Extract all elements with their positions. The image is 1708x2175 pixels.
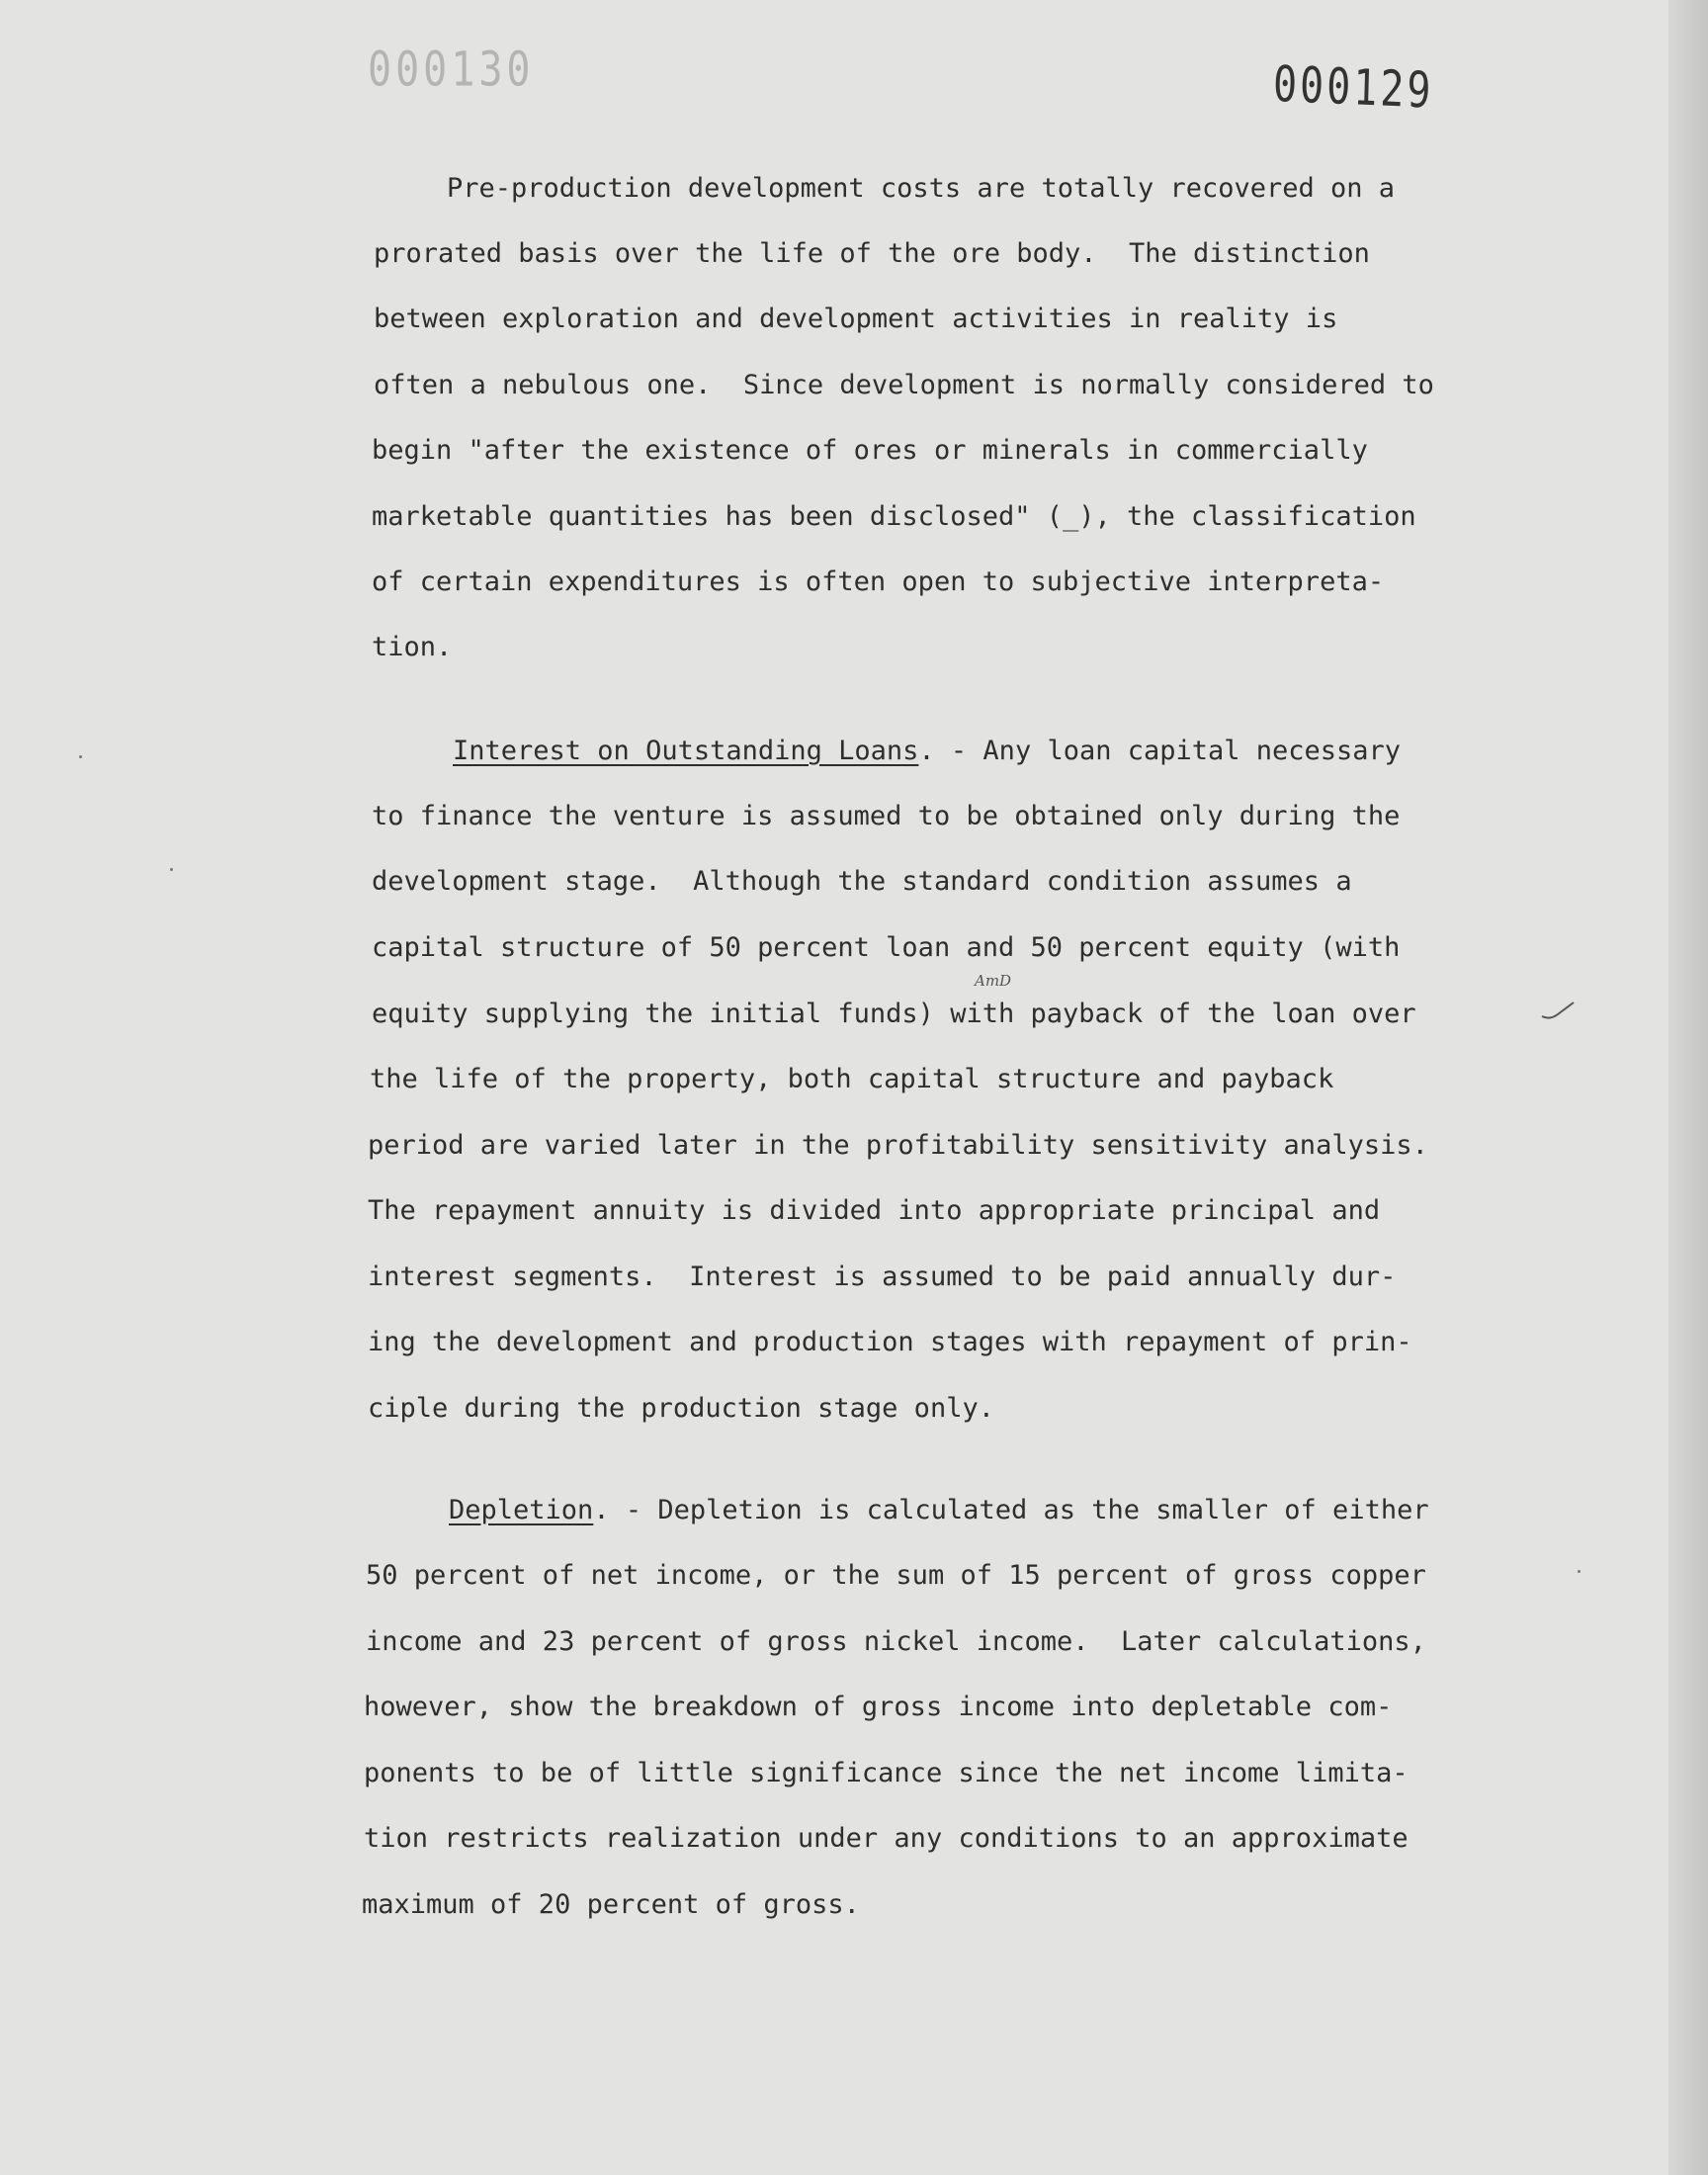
text-line: maximum of 20 percent of gross. <box>362 1889 860 1920</box>
scan-speck <box>1578 1570 1580 1573</box>
heading-suffix: . - Any loan capital necessary <box>918 736 1402 766</box>
text-line: interest segments. Interest is assumed to be paid annually dur- <box>368 1262 1397 1292</box>
text-line: income and 23 percent of gross nickel income. Later calculations, <box>366 1626 1426 1657</box>
heading-line <box>449 1494 1429 1527</box>
text-line: of certain expenditures is often open to subjective interpreta- <box>372 566 1385 597</box>
text-line: marketable quantities has been disclosed" (_), the classification <box>372 501 1416 532</box>
text-line: to finance the venture is assumed to be obtained only during the <box>372 801 1401 831</box>
scan-speck <box>170 868 173 871</box>
text-line: however, show the breakdown of gross income into depletable com- <box>364 1692 1393 1722</box>
text-line: The repayment annuity is divided into appropriate principal and <box>368 1195 1381 1226</box>
text-line: between exploration and development activities in reality is <box>374 304 1338 334</box>
text-line: ponents to be of little significance since the net income limita- <box>364 1758 1409 1788</box>
text-line: 50 percent of net income, or the sum of 15 percent of gross copper <box>366 1560 1426 1591</box>
text-line: tion restricts realization under any conditions to an approximate <box>364 1823 1409 1854</box>
heading-suffix: . - Depletion is calculated as the smaller of either <box>593 1495 1429 1525</box>
heading-line <box>453 735 1401 768</box>
scan-speck <box>79 755 82 758</box>
text-line: often a nebulous one. Since development is normally considered to <box>374 370 1434 400</box>
handwritten-note: AmD <box>975 972 1012 990</box>
page-edge-shadow <box>1668 0 1708 2175</box>
text-line: equity supplying the initial funds) with payback of the loan over <box>372 999 1416 1029</box>
text-line: begin "after the existence of ores or minerals in commercially <box>372 435 1368 466</box>
text-line: development stage. Although the standard condition assumes a <box>372 866 1352 897</box>
section-heading-depletion: Depletion <box>449 1495 594 1525</box>
margin-check-mark-icon <box>1540 995 1580 1024</box>
text-line: period are varied later in the profitability sensitivity analysis. <box>368 1130 1428 1161</box>
page-number: 000129 <box>1272 55 1435 121</box>
text-line: Pre-production development costs are totally recovered on a <box>447 173 1396 204</box>
text-line: tion. <box>372 632 453 662</box>
text-line: the life of the property, both capital structure and payback <box>370 1064 1334 1094</box>
text-line: prorated basis over the life of the ore body. The distinction <box>374 238 1370 269</box>
text-line: ing the development and production stages with repayment of prin- <box>368 1327 1412 1357</box>
text-line: capital structure of 50 percent loan and 50 percent equity (with <box>372 932 1401 963</box>
faint-page-stamp: 000130 <box>368 43 535 98</box>
section-heading-interest: Interest on Outstanding Loans <box>453 736 919 766</box>
text-line: ciple during the production stage only. <box>368 1393 994 1424</box>
